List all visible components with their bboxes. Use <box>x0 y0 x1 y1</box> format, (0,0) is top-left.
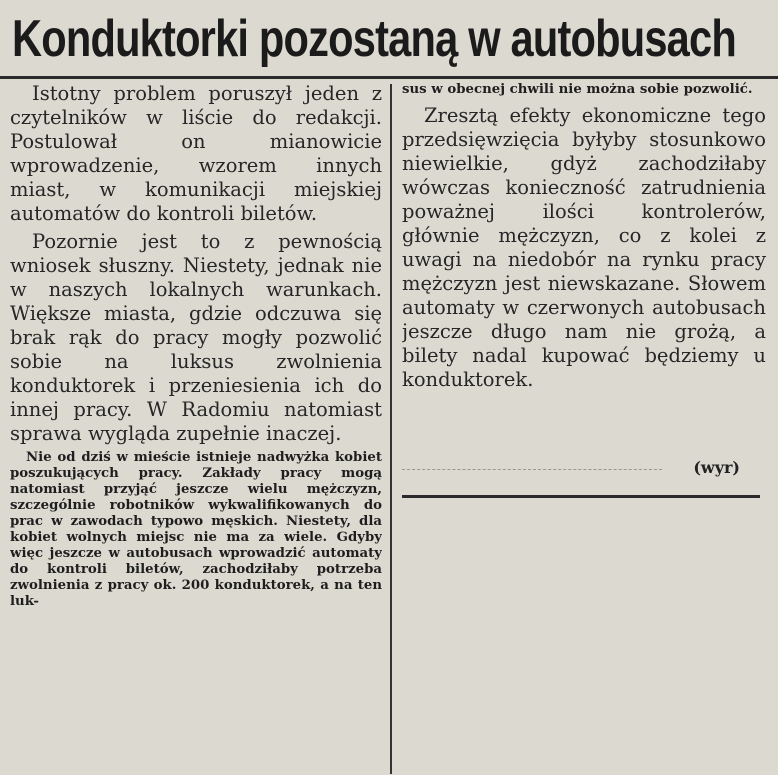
article-headline: Konduktorki pozostaną w autobusach <box>12 10 736 68</box>
column-divider <box>390 84 392 774</box>
signoff-dash <box>402 469 662 470</box>
body-paragraph: Pozornie jest to z pewnością wniosek słuszny. Niestety, jednak nie w naszych lokalnych warunkach. Większe miasta, gdzie odczuwa się brak rąk do pracy mogły pozwolić sobie na luksus zwolnienia konduktorek i przeniesienia ich do innej pracy. W Radomiu natomiast sprawa wygląda zupełnie inaczej. <box>10 230 382 445</box>
bold-paragraph-continuation: sus w obecnej chwili nie można sobie pozwolić. <box>402 82 753 97</box>
left-column <box>10 82 382 775</box>
signoff-line <box>402 456 740 480</box>
headline-rule <box>0 76 778 79</box>
article-end-rule <box>402 495 760 498</box>
body-paragraph: Zresztą efekty ekonomiczne tego przedsięwzięcia byłyby stosunkowo niewielkie, gdyż zachodziłaby wówczas konieczność zatrudnienia poważnej ilości kontrolerów, głównie mężczyzn, co z kolei z uwagi na niedobór na rynku pracy mężczyzn jest niewskazane. Słowem automaty w czerwonych autobusach jeszcze długo nam nie grożą, a bilety nadal kupować będziemy u konduktorek. <box>402 104 766 391</box>
body-paragraph: Istotny problem poruszył jeden z czytelników w liście do redakcji. Postulował on mianowicie wprowadzenie, wzorem innych miast, w komunikacji miejskiej automatów do kontroli biletów. <box>10 82 382 225</box>
right-column <box>402 82 766 502</box>
bold-paragraph: Nie od dziś w mieście istnieje nadwyżka kobiet poszukujących pracy. Zakłady pracy mogą natomiast przyjąć jeszcze wielu mężczyzn, szczególnie robotników wykwalifikowanych do prac w zawodach typowo męskich. Niestety, dla kobiet wolnych miejsc nie ma za wiele. Gdyby więc jeszcze w autobusach wprowadzić automaty do kontroli biletów, zachodziłaby potrzeba zwolnienia z pracy ok. 200 konduktorek, a na ten luk- <box>10 450 382 609</box>
author-signature: (wyr) <box>693 458 740 477</box>
